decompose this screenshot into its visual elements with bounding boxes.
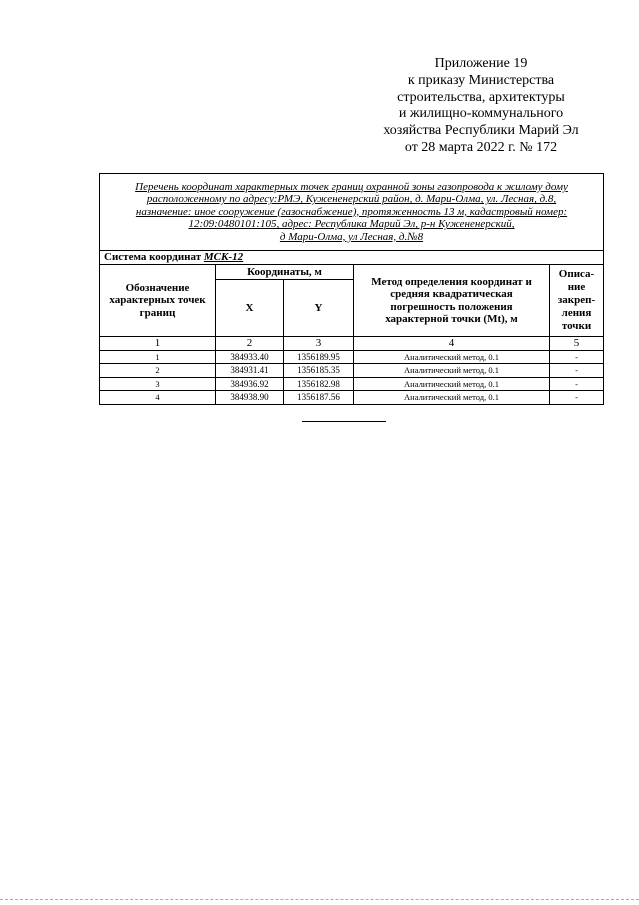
description-value: -: [550, 364, 604, 378]
appendix-line: к приказу Министерства: [407, 72, 555, 88]
column-number: 1: [100, 337, 216, 351]
method-value: Аналитический метод, 0.1: [354, 391, 550, 405]
column-number: 5: [550, 337, 604, 351]
end-of-document-line: [302, 421, 386, 422]
y-value: 1356189.95: [284, 350, 354, 364]
header-method: Метод определения координат и средняя квадратическая погрешность положения характерной точки (Mt), м: [354, 265, 550, 337]
header-description-line: ления: [561, 307, 592, 319]
header-description-line: ние: [567, 281, 586, 293]
point-id: 2: [100, 364, 216, 378]
column-number: 4: [354, 337, 550, 351]
point-id: 1: [100, 350, 216, 364]
table-title-line: Перечень координат характерных точек границ охранной зоны газопровода к жилому дому: [135, 180, 568, 193]
x-value: 384938.90: [216, 391, 284, 405]
method-value: Аналитический метод, 0.1: [354, 377, 550, 391]
header-designation: Обозначение характерных точек границ: [100, 265, 216, 337]
x-value: 384931.41: [216, 364, 284, 378]
x-value: 384933.40: [216, 350, 284, 364]
column-number: 3: [284, 337, 354, 351]
header-description-line: Описа-: [558, 268, 595, 280]
appendix-line: Приложение 19: [434, 56, 528, 71]
column-number: 2: [216, 337, 284, 351]
appendix-header: [360, 56, 602, 157]
header-description: [550, 265, 604, 337]
appendix-line: и жилищно-коммунального: [398, 106, 564, 122]
coordinates-table: [99, 173, 604, 405]
header-description-line: точки: [561, 320, 592, 332]
table-title-line: расположенному по адресу:РМЭ, Кужененерский район, д. Мари-Олма, ул. Лесная, д.8,: [146, 193, 557, 206]
table-row: [100, 364, 604, 378]
appendix-line: хозяйства Республики Марий Эл: [383, 123, 579, 139]
point-id: 3: [100, 377, 216, 391]
y-value: 1356185.35: [284, 364, 354, 378]
appendix-line: строительства, архитектуры: [397, 89, 565, 105]
coordinate-system-value: МСК-12: [203, 251, 244, 264]
y-value: 1356182.98: [284, 377, 354, 391]
appendix-line: от 28 марта 2022 г. № 172: [404, 139, 558, 155]
description-value: -: [550, 350, 604, 364]
page-edge-divider: [0, 899, 639, 900]
description-value: -: [550, 377, 604, 391]
coordinate-system-label: Система координат: [104, 251, 202, 264]
table-title-line: назначение: иное сооружение (газоснабжение), протяженность 13 м, кадастровый номер:: [135, 205, 568, 218]
table-row: [100, 350, 604, 364]
table-row: [100, 377, 604, 391]
header-description-line: закреп-: [557, 294, 596, 306]
point-id: 4: [100, 391, 216, 405]
table-title-line: д Мари-Олма, ул Лесная, д.№8: [279, 230, 424, 243]
method-value: Аналитический метод, 0.1: [354, 350, 550, 364]
coordinate-system: [100, 251, 604, 265]
table-title: [100, 174, 604, 251]
header-y: Y: [284, 280, 354, 337]
table-row: [100, 391, 604, 405]
header-coordinates: Координаты, м: [216, 265, 354, 280]
y-value: 1356187.56: [284, 391, 354, 405]
header-x: X: [216, 280, 284, 337]
x-value: 384936.92: [216, 377, 284, 391]
method-value: Аналитический метод, 0.1: [354, 364, 550, 378]
table-title-line: 12:09:0480101:105, адрес: Республика Марий Эл, р-н Кужененерский,: [188, 218, 515, 231]
description-value: -: [550, 391, 604, 405]
